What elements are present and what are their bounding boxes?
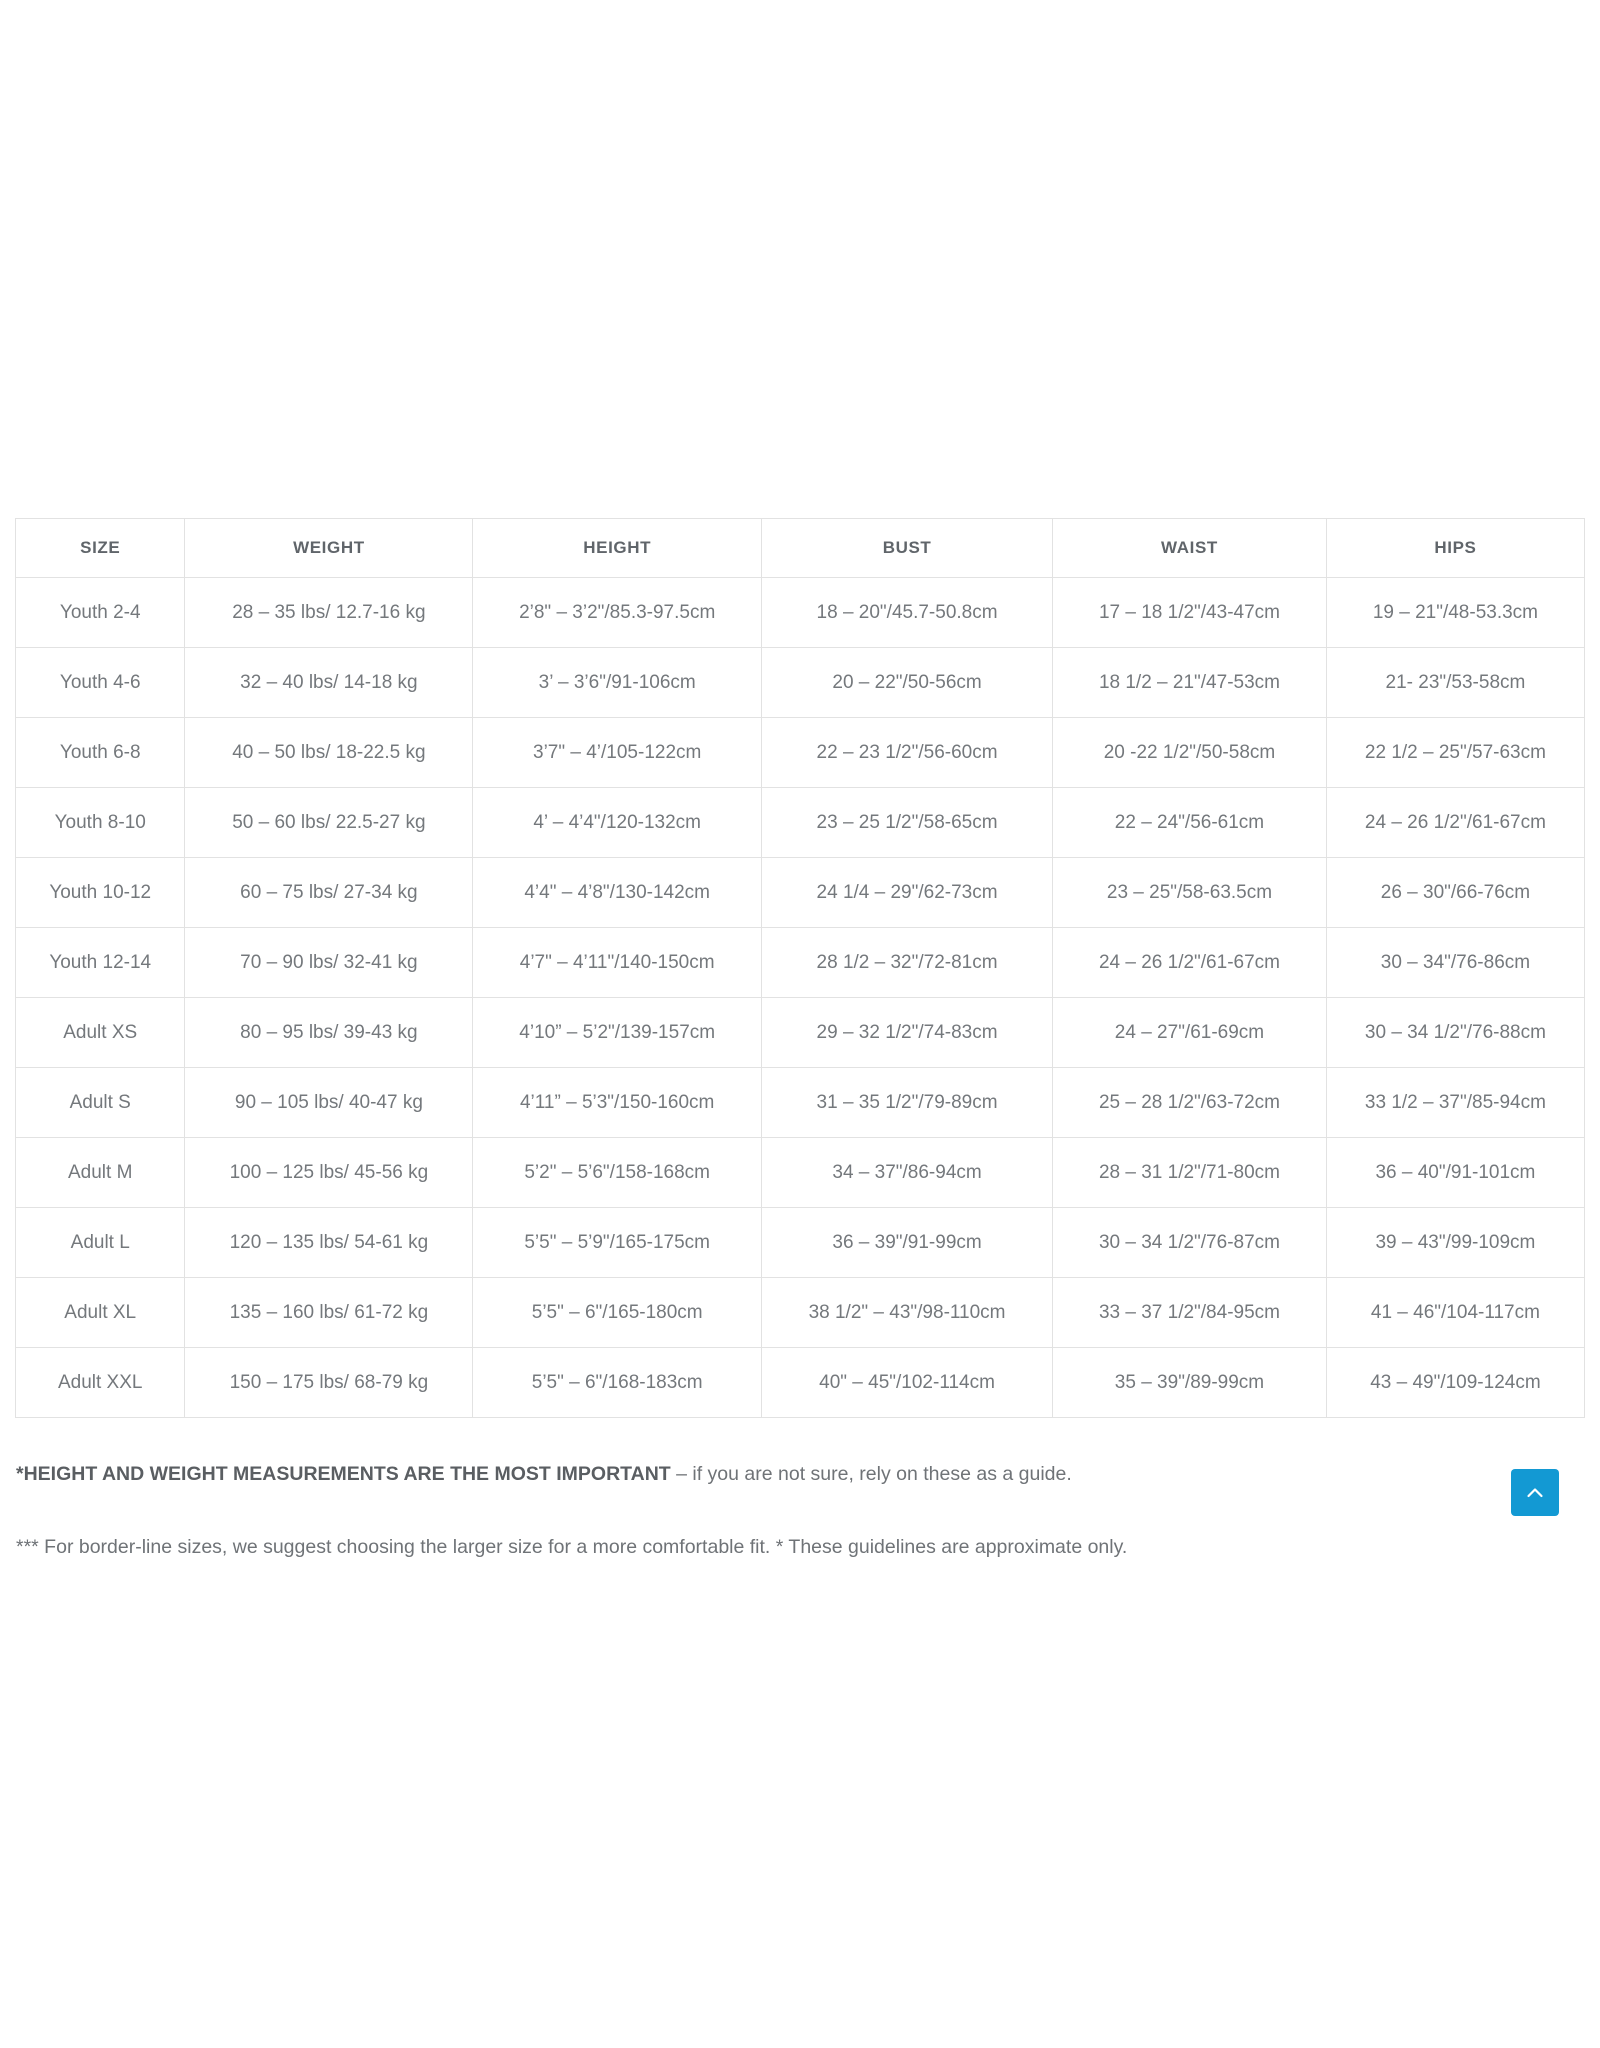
cell-waist: 24 – 27"/61-69cm [1053,998,1327,1068]
column-header-weight: WEIGHT [185,519,473,578]
cell-size: Adult XL [16,1278,185,1348]
cell-size: Adult XS [16,998,185,1068]
cell-hips: 21- 23"/53-58cm [1326,648,1584,718]
cell-bust: 24 1/4 – 29"/62-73cm [762,858,1053,928]
cell-height: 5’2" – 5’6"/158-168cm [473,1138,762,1208]
cell-waist: 20 -22 1/2"/50-58cm [1053,718,1327,788]
cell-weight: 60 – 75 lbs/ 27-34 kg [185,858,473,928]
cell-height: 5’5" – 5’9"/165-175cm [473,1208,762,1278]
note-height-weight [16,1463,1072,1486]
column-header-bust: BUST [762,519,1053,578]
size-chart-table [15,518,1585,1418]
cell-waist: 28 – 31 1/2"/71-80cm [1053,1138,1327,1208]
column-header-size: SIZE [16,519,185,578]
column-header-height: HEIGHT [473,519,762,578]
cell-hips: 43 – 49"/109-124cm [1326,1348,1584,1418]
note-borderline-sizes: *** For border-line sizes, we suggest choosing the larger size for a more comfortable fit. * These guidelines are approximate only. [16,1535,1128,1558]
cell-hips: 26 – 30"/66-76cm [1326,858,1584,928]
table-row [16,1348,1585,1418]
cell-weight: 28 – 35 lbs/ 12.7-16 kg [185,578,473,648]
cell-size: Youth 6-8 [16,718,185,788]
cell-hips: 41 – 46"/104-117cm [1326,1278,1584,1348]
cell-waist: 24 – 26 1/2"/61-67cm [1053,928,1327,998]
cell-hips: 36 – 40"/91-101cm [1326,1138,1584,1208]
cell-weight: 50 – 60 lbs/ 22.5-27 kg [185,788,473,858]
table-header-row [16,519,1585,578]
cell-height: 4’11” – 5’3"/150-160cm [473,1068,762,1138]
table-row [16,998,1585,1068]
table-row [16,718,1585,788]
cell-height: 2’8" – 3’2"/85.3-97.5cm [473,578,762,648]
cell-height: 4’ – 4’4"/120-132cm [473,788,762,858]
scroll-to-top-button[interactable] [1511,1469,1559,1516]
cell-waist: 35 – 39"/89-99cm [1053,1348,1327,1418]
cell-bust: 18 – 20"/45.7-50.8cm [762,578,1053,648]
cell-weight: 40 – 50 lbs/ 18-22.5 kg [185,718,473,788]
table-row [16,858,1585,928]
cell-waist: 33 – 37 1/2"/84-95cm [1053,1278,1327,1348]
cell-height: 4’10” – 5’2"/139-157cm [473,998,762,1068]
table-row [16,1278,1585,1348]
size-chart [15,518,1585,1418]
cell-hips: 24 – 26 1/2"/61-67cm [1326,788,1584,858]
cell-bust: 36 – 39"/91-99cm [762,1208,1053,1278]
cell-hips: 33 1/2 – 37"/85-94cm [1326,1068,1584,1138]
cell-weight: 32 – 40 lbs/ 14-18 kg [185,648,473,718]
table-row [16,1208,1585,1278]
chevron-up-icon [1521,1479,1549,1507]
cell-bust: 31 – 35 1/2"/79-89cm [762,1068,1053,1138]
cell-waist: 23 – 25"/58-63.5cm [1053,858,1327,928]
cell-height: 5’5" – 6"/165-180cm [473,1278,762,1348]
cell-bust: 22 – 23 1/2"/56-60cm [762,718,1053,788]
cell-bust: 40" – 45"/102-114cm [762,1348,1053,1418]
cell-bust: 34 – 37"/86-94cm [762,1138,1053,1208]
cell-bust: 23 – 25 1/2"/58-65cm [762,788,1053,858]
cell-waist: 25 – 28 1/2"/63-72cm [1053,1068,1327,1138]
table-row [16,788,1585,858]
note-height-weight-bold: *HEIGHT AND WEIGHT MEASUREMENTS ARE THE MOST IMPORTANT [16,1462,671,1485]
cell-size: Adult L [16,1208,185,1278]
table-row [16,578,1585,648]
cell-weight: 120 – 135 lbs/ 54-61 kg [185,1208,473,1278]
column-header-waist: WAIST [1053,519,1327,578]
cell-size: Youth 2-4 [16,578,185,648]
cell-size: Youth 12-14 [16,928,185,998]
cell-waist: 17 – 18 1/2"/43-47cm [1053,578,1327,648]
cell-bust: 28 1/2 – 32"/72-81cm [762,928,1053,998]
cell-hips: 30 – 34"/76-86cm [1326,928,1584,998]
cell-weight: 80 – 95 lbs/ 39-43 kg [185,998,473,1068]
cell-hips: 19 – 21"/48-53.3cm [1326,578,1584,648]
cell-waist: 18 1/2 – 21"/47-53cm [1053,648,1327,718]
cell-bust: 20 – 22"/50-56cm [762,648,1053,718]
cell-size: Adult S [16,1068,185,1138]
cell-hips: 22 1/2 – 25"/57-63cm [1326,718,1584,788]
cell-size: Youth 4-6 [16,648,185,718]
cell-bust: 38 1/2" – 43"/98-110cm [762,1278,1053,1348]
cell-size: Adult XXL [16,1348,185,1418]
note-height-weight-rest: – if you are not sure, rely on these as a guide. [670,1462,1072,1485]
column-header-hips: HIPS [1326,519,1584,578]
cell-weight: 150 – 175 lbs/ 68-79 kg [185,1348,473,1418]
cell-size: Adult M [16,1138,185,1208]
cell-waist: 30 – 34 1/2"/76-87cm [1053,1208,1327,1278]
cell-waist: 22 – 24"/56-61cm [1053,788,1327,858]
table-row [16,928,1585,998]
cell-height: 3’ – 3’6"/91-106cm [473,648,762,718]
table-row [16,648,1585,718]
cell-height: 4’7" – 4’11"/140-150cm [473,928,762,998]
cell-hips: 30 – 34 1/2"/76-88cm [1326,998,1584,1068]
table-row [16,1138,1585,1208]
cell-bust: 29 – 32 1/2"/74-83cm [762,998,1053,1068]
cell-hips: 39 – 43"/99-109cm [1326,1208,1584,1278]
cell-height: 5’5" – 6"/168-183cm [473,1348,762,1418]
cell-height: 4’4" – 4’8"/130-142cm [473,858,762,928]
cell-size: Youth 10-12 [16,858,185,928]
cell-weight: 70 – 90 lbs/ 32-41 kg [185,928,473,998]
cell-size: Youth 8-10 [16,788,185,858]
cell-height: 3’7" – 4’/105-122cm [473,718,762,788]
cell-weight: 90 – 105 lbs/ 40-47 kg [185,1068,473,1138]
table-row [16,1068,1585,1138]
cell-weight: 135 – 160 lbs/ 61-72 kg [185,1278,473,1348]
cell-weight: 100 – 125 lbs/ 45-56 kg [185,1138,473,1208]
